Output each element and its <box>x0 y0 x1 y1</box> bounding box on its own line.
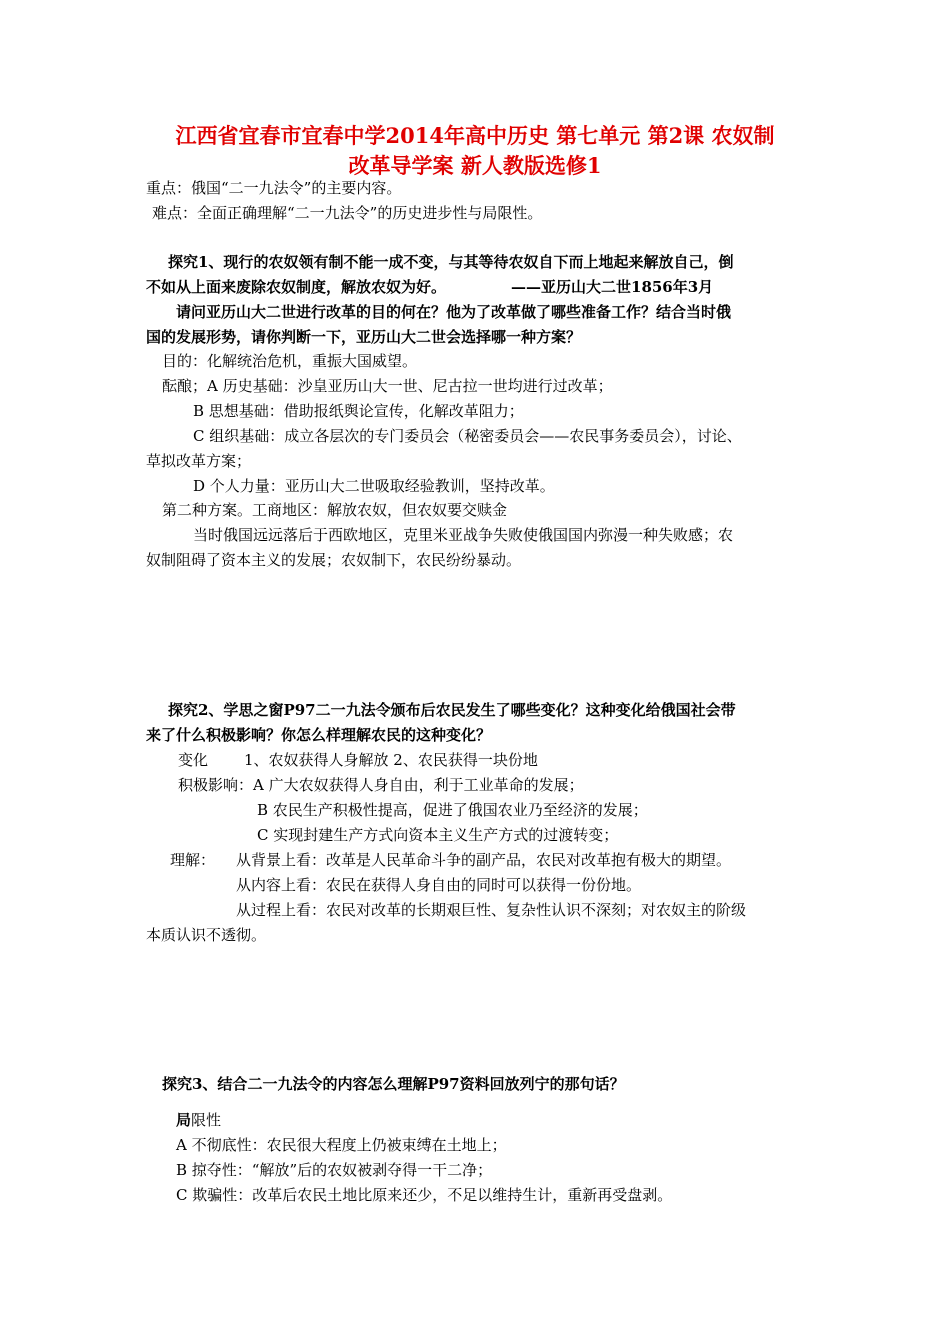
inquiry-3-limit-label-bold: 局 <box>176 1111 192 1129</box>
inquiry-1-prep-c-line-2: 草拟改革方案； <box>146 452 252 470</box>
difficulty-point: 难点：全面正确理解“二一九法令”的历史进步性与局限性。 <box>152 204 543 222</box>
inquiry-1-question-line-2: 不如从上面来废除农奴制度，解放农奴为好。 <box>146 278 447 296</box>
inquiry-1-prep-d: D 个人力量：亚历山大二世吸取经验教训，坚持改革。 <box>193 477 555 495</box>
inquiry-2-understand-1: 从背景上看：改革是人民革命斗争的副产品，农民对改革抱有极大的期望。 <box>236 851 732 869</box>
inquiry-2-understand-2: 从内容上看：农民在获得人身自由的同时可以获得一份份地。 <box>236 876 642 894</box>
inquiry-1-situation-line-1: 当时俄国远远落后于西欧地区，克里米亚战争失败使俄国国内弥漫一种失败感；农 <box>193 526 734 544</box>
inquiry-2-change-text: 1、农奴获得人身解放 2、农民获得一块份地 <box>244 751 538 769</box>
document-title-line-1: 江西省宜春市宜春中学2014年高中历史 第七单元 第2课 农奴制 <box>175 123 775 148</box>
inquiry-2-question-line-1: 探究2、学思之窗P97二一九法令颁布后农民发生了哪些变化？这种变化给俄国社会带 <box>168 701 736 719</box>
inquiry-3-limit-label <box>176 1110 221 1130</box>
inquiry-2-question-line-2: 来了什么积极影响？你怎么样理解农民的这种变化？ <box>146 726 492 744</box>
inquiry-1-situation-line-2: 奴制阻碍了资本主义的发展；农奴制下，农民纷纷暴动。 <box>146 551 522 569</box>
document-title-line-2: 改革导学案 新人教版选修1 <box>348 153 602 178</box>
inquiry-3-limit-a: A 不彻底性：农民很大程度上仍被束缚在土地上； <box>176 1136 507 1154</box>
inquiry-1-purpose: 目的：化解统治危机，重振大国威望。 <box>162 352 418 370</box>
key-point: 重点：俄国“二一九法令”的主要内容。 <box>146 179 402 197</box>
inquiry-2-understand-label: 理解： <box>170 851 216 869</box>
inquiry-1-quote-source: ——亚历山大二世1856年3月 <box>511 278 714 296</box>
inquiry-1-question-line-1: 探究1、现行的农奴领有制不能一成不变，与其等待农奴自下而上地起来解放自己，倒 <box>168 253 734 271</box>
inquiry-1-question-line-3: 请问亚历山大二世进行改革的目的何在？他为了改革做了哪些准备工作？结合当时俄 <box>176 303 732 321</box>
inquiry-3-limit-b: B 掠夺性：“解放”后的农奴被剥夺得一干二净； <box>176 1161 493 1179</box>
inquiry-1-prep-a: 酝酿；A 历史基础：沙皇亚历山大一世、尼古拉一世均进行过改革； <box>162 377 613 395</box>
inquiry-2-understand-3-line-2: 本质认识不透彻。 <box>146 926 267 944</box>
inquiry-1-prep-c-line-1: C 组织基础：成立各层次的专门委员会（秘密委员会——农民事务委员会），讨论、 <box>193 427 742 445</box>
inquiry-2-positive-b: B 农民生产积极性提高，促进了俄国农业乃至经济的发展； <box>257 801 648 819</box>
inquiry-2-change-label: 变化 <box>178 751 209 769</box>
inquiry-1-plan: 第二种方案。工商地区：解放农奴，但农奴要交赎金 <box>162 501 508 519</box>
inquiry-2-positive-a: 积极影响：A 广大农奴获得人身自由，利于工业革命的发展； <box>178 776 584 794</box>
inquiry-2-positive-c: C 实现封建生产方式向资本主义生产方式的过渡转变； <box>257 826 619 844</box>
inquiry-1-prep-b: B 思想基础：借助报纸舆论宣传，化解改革阻力； <box>193 402 524 420</box>
inquiry-1-question-line-4: 国的发展形势，请你判断一下，亚历山大二世会选择哪一种方案？ <box>146 328 582 346</box>
inquiry-2-understand-3-line-1: 从过程上看：农民对改革的长期艰巨性、复杂性认识不深刻；对农奴主的阶级 <box>236 901 747 919</box>
inquiry-3-question: 探究3、结合二一九法令的内容怎么理解P97资料回放列宁的那句话？ <box>162 1075 625 1093</box>
inquiry-3-limit-label-rest: 限性 <box>191 1111 222 1129</box>
inquiry-3-limit-c: C 欺骗性：改革后农民土地比原来还少，不足以维持生计，重新再受盘剥。 <box>176 1186 673 1204</box>
